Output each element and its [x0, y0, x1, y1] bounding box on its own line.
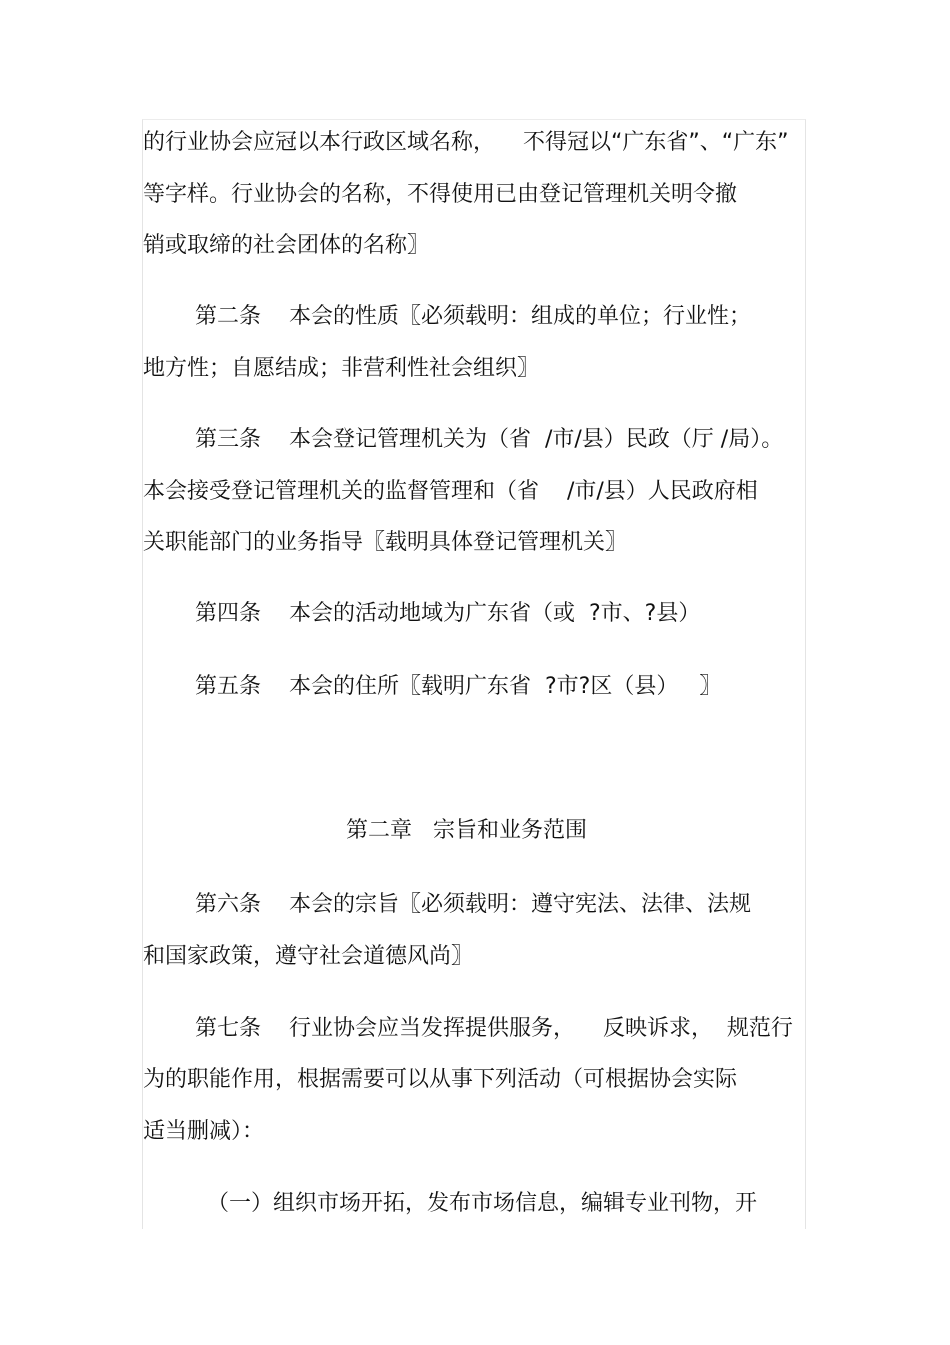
list-item-1: （一）组织市场开拓，发布市场信息，编辑专业刊物，开 — [207, 1191, 758, 1216]
article-5-text: 第五条 本会的住所〖载明广东省 ?市?区（县） 〗 — [195, 674, 722, 699]
body-text-line: 等字样。行业协会的名称，不得使用已由登记管理机关明令撤 — [143, 182, 738, 207]
body-text-line: 和国家政策，遵守社会道德风尚〗 — [143, 944, 474, 969]
body-text-line: 销或取缔的社会团体的名称〗 — [143, 233, 430, 258]
body-text-line: 本会接受登记管理机关的监督管理和（省 /市/县）人民政府相 — [143, 479, 758, 504]
body-text-line: 关职能部门的业务指导〖载明具体登记管理机关〗 — [143, 530, 628, 555]
chapter-heading: 第二章 宗旨和业务范围 — [346, 818, 587, 843]
article-7-text: 第七条 行业协会应当发挥提供服务， 反映诉求， 规范行 — [195, 1016, 793, 1041]
article-4-text: 第四条 本会的活动地域为广东省（或 ?市、?县） — [195, 601, 701, 626]
article-3-text: 第三条 本会登记管理机关为（省 /市/县）民政（厅 /局）。 — [195, 427, 784, 452]
article-6-text: 第六条 本会的宗旨〖必须载明：遵守宪法、法律、法规 — [195, 892, 751, 917]
body-text-line: 地方性；自愿结成；非营利性社会组织〗 — [143, 356, 540, 381]
body-text-line: 适当删减）： — [143, 1119, 265, 1144]
body-text-line: 为的职能作用，根据需要可以从事下列活动（可根据协会实际 — [143, 1067, 738, 1092]
article-2-text: 第二条 本会的性质〖必须载明：组成的单位；行业性； — [195, 304, 751, 329]
body-text-line: 的行业协会应冠以本行政区域名称， 不得冠以“广东省”、“广东” — [143, 130, 789, 155]
